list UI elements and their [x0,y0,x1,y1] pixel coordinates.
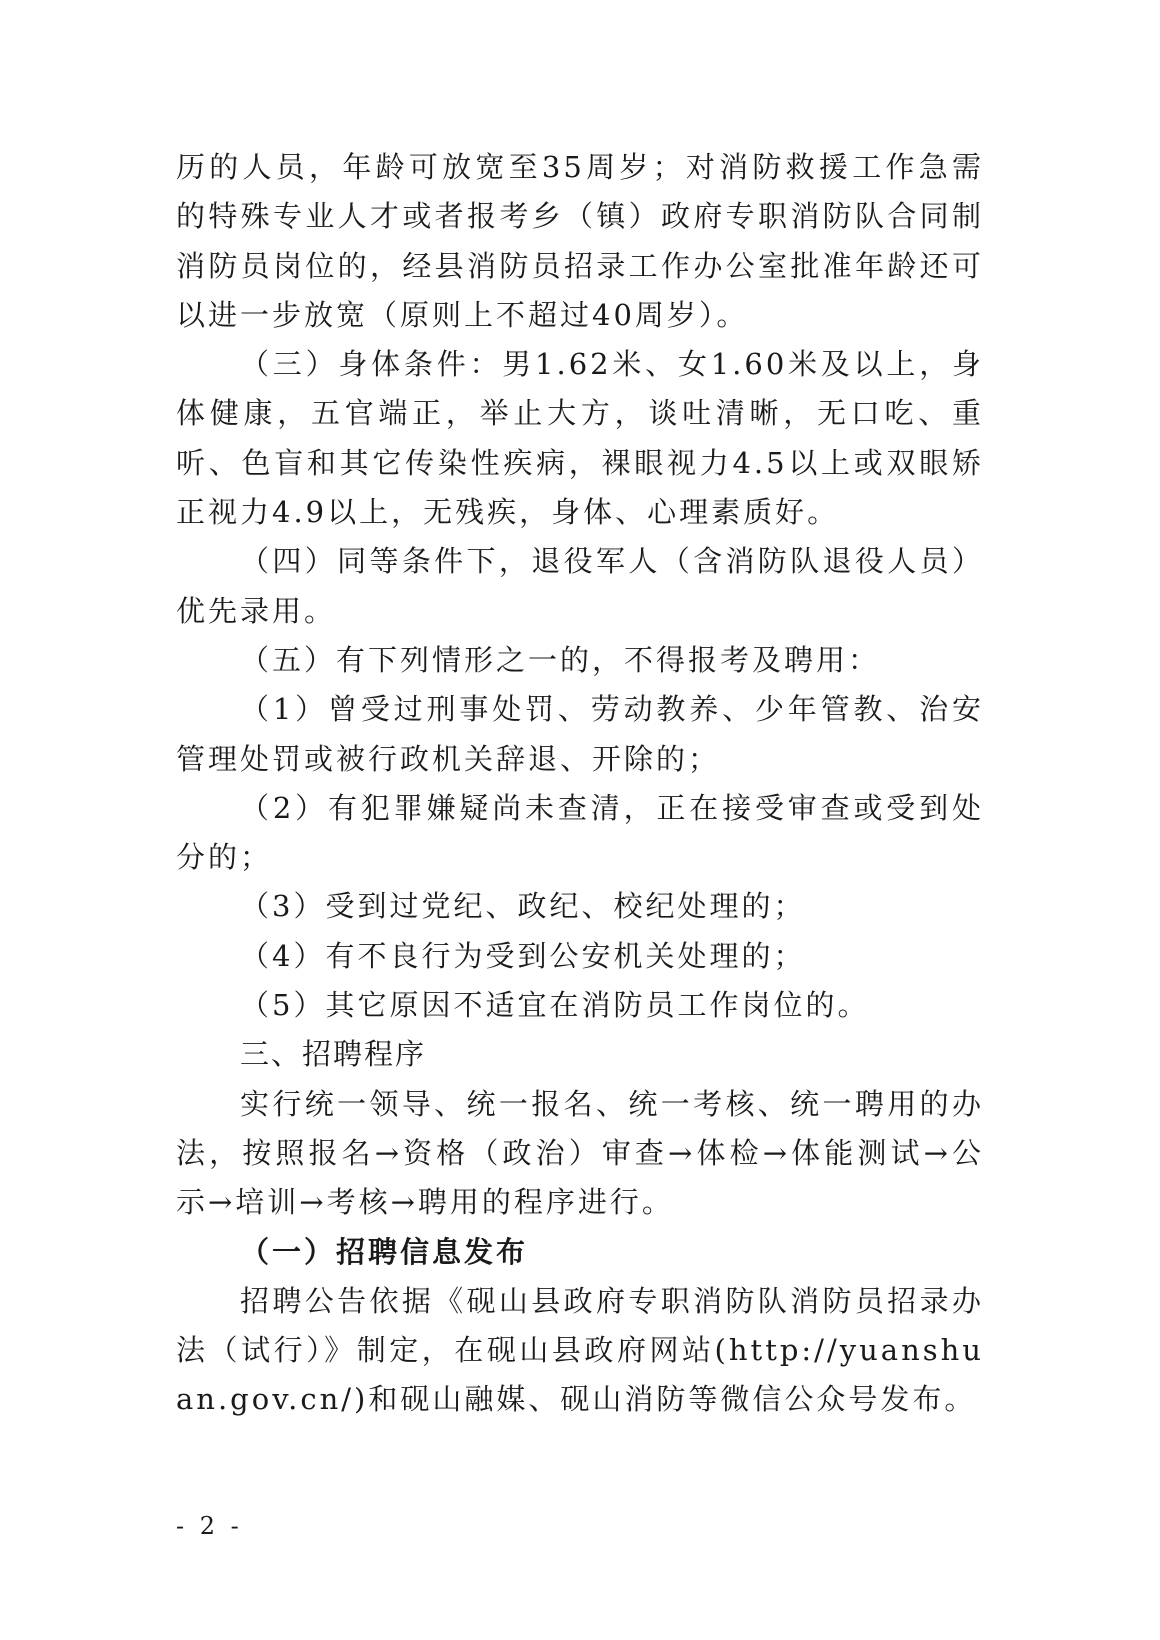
paragraph-announcement-release: 招聘公告依据《砚山县政府专职消防队消防员招录办法（试行）》制定，在砚山县政府网站(http://yuanshuan.gov.cn/)和砚山融媒、砚山消防等微信公众号发布。 [176,1283,984,1417]
section-heading-recruitment-procedure: 三、招聘程序 [240,1037,427,1072]
sub-heading-info-release: （一）招聘信息发布 [240,1234,529,1269]
list-item-disqualification-5: （5）其它原因不适宜在消防员工作岗位的。 [240,988,870,1023]
list-item-disqualification-3: （3）受到过党纪、政纪、校纪处理的； [240,889,806,924]
paragraph-procedure-overview: 实行统一领导、统一报名、统一考核、统一聘用的办法，按照报名→资格（政治）审查→体检→体能测试→公示→培训→考核→聘用的程序进行。 [176,1086,984,1220]
list-item-disqualification-4: （4）有不良行为受到公安机关处理的； [240,938,806,973]
paragraph-physical-conditions: （三）身体条件：男1.62米、女1.60米及以上，身体健康，五官端正，举止大方，谈吐清晰，无口吃、重听、色盲和其它传染性疾病，裸眼视力4.5以上或双眼矫正视力4.9以上，无残疾，身体、心理素质好。 [176,347,984,530]
list-item-disqualification-2: （2）有犯罪嫌疑尚未查清，正在接受审查或受到处分的； [176,790,984,875]
page-number: - 2 - [176,1512,243,1540]
paragraph-veteran-priority: （四）同等条件下，退役军人（含消防队退役人员）优先录用。 [176,544,984,628]
paragraph-age-continuation: 历的人员，年龄可放宽至35周岁；对消防救援工作急需的特殊专业人才或者报考乡（镇）政府专职消防队合同制消防员岗位的，经县消防员招录工作办公室批准年龄还可以进一步放宽（原则上不超过40周岁）。 [176,150,984,332]
document-body [176,143,984,1425]
list-item-disqualification-1: （1）曾受过刑事处罚、劳动教养、少年管教、治安管理处罚或被行政机关辞退、开除的； [176,692,984,776]
paragraph-disqualifications-intro: （五）有下列情形之一的，不得报考及聘用： [240,642,881,677]
